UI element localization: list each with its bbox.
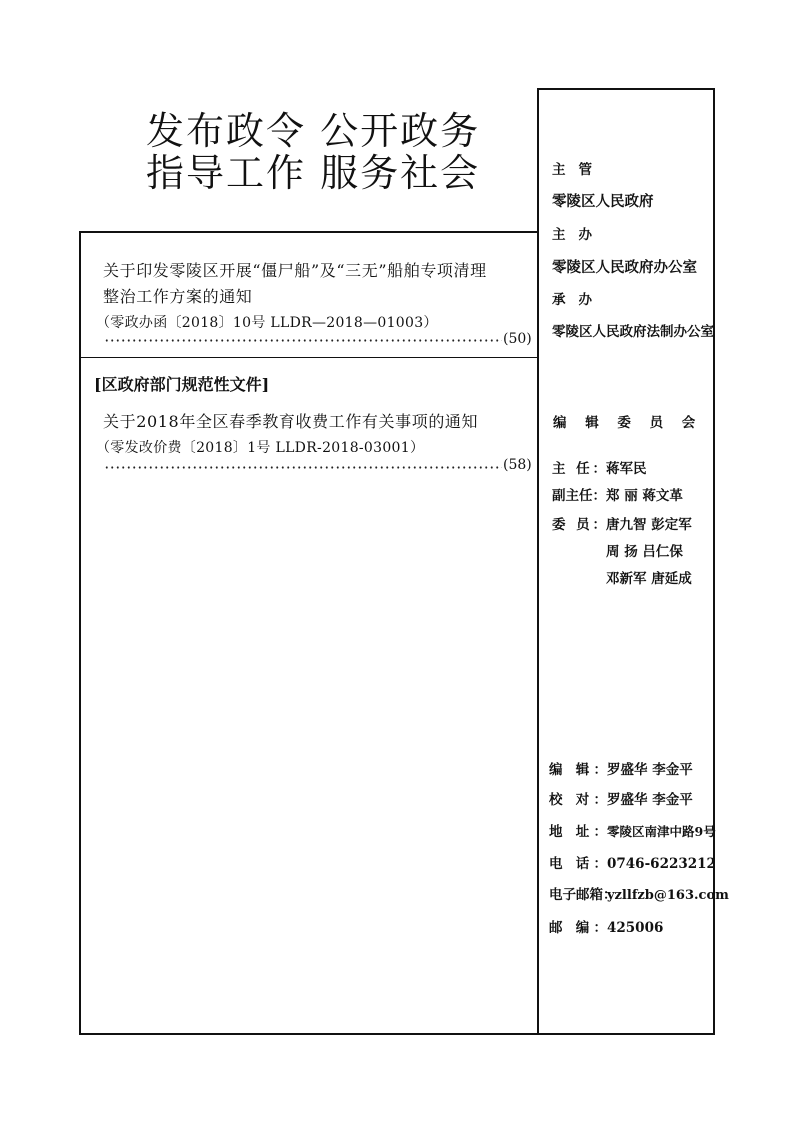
organizer-value-supervisor: 零陵区人民政府 <box>552 193 654 210</box>
organizer-label-undertaker: 承 办 <box>552 292 592 308</box>
entry1-title-line2[interactable]: 整治工作方案的通知 <box>103 287 253 306</box>
entry1-title-line1[interactable]: 关于印发零陵区开展“僵尸船”及“三无”船舶专项清理 <box>103 261 487 280</box>
committee-title: 编 辑 委 员 会 <box>553 415 696 431</box>
email-link[interactable]: yzllfzb@163.com <box>607 888 729 903</box>
info-row-address: 地 址：零陵区南津中路9号 <box>549 824 716 840</box>
contents-top-border <box>80 231 539 233</box>
page-bottom-border <box>79 1033 715 1035</box>
masthead-line-1: 发布政令 公开政务 <box>146 109 481 153</box>
contents-divider <box>80 357 539 358</box>
entry1-page-number: (50) <box>503 331 532 347</box>
organizer-value-host: 零陵区人民政府办公室 <box>552 259 697 276</box>
committee-row-members-2: 周 扬 吕仁保 <box>606 544 683 560</box>
entry2-leader-dots <box>104 466 502 469</box>
info-row-proofreader: 校 对：罗盛华 李金平 <box>549 792 693 808</box>
info-row-email: 电子邮箱：yzllfzb@163.com <box>549 887 729 903</box>
committee-row-director: 主 任：蒋军民 <box>552 461 647 477</box>
info-row-phone: 电 话：0746-6223212 <box>549 856 716 872</box>
contents-left-border <box>79 231 81 1035</box>
entry2-doc-number: （零发改价费〔2018〕1号 LLDR-2018-03001） <box>96 440 425 456</box>
sidebar-top-border <box>538 88 715 90</box>
entry1-doc-number: （零政办函〔2018〕10号 LLDR—2018—01003） <box>96 315 438 331</box>
section-heading: [区政府部门规范性文件] <box>94 375 270 394</box>
entry2-page-number: (58) <box>503 457 532 473</box>
masthead-line-2: 指导工作 服务社会 <box>146 151 481 195</box>
committee-row-members-3: 邓新军 唐延成 <box>606 571 692 587</box>
info-row-postcode: 邮 编：425006 <box>549 920 664 936</box>
committee-row-members: 委 员：唐九智 彭定军 <box>552 517 692 533</box>
organizer-value-undertaker: 零陵区人民政府法制办公室 <box>552 324 714 340</box>
organizer-label-host: 主 办 <box>552 227 592 243</box>
info-row-editor: 编 辑：罗盛华 李金平 <box>549 762 693 778</box>
entry2-title[interactable]: 关于2018年全区春季教育收费工作有关事项的通知 <box>103 412 479 431</box>
entry1-leader-dots <box>104 339 502 342</box>
organizer-label-supervisor: 主 管 <box>552 162 592 178</box>
committee-row-deputy: 副主任：郑 丽 蒋文革 <box>552 488 683 504</box>
